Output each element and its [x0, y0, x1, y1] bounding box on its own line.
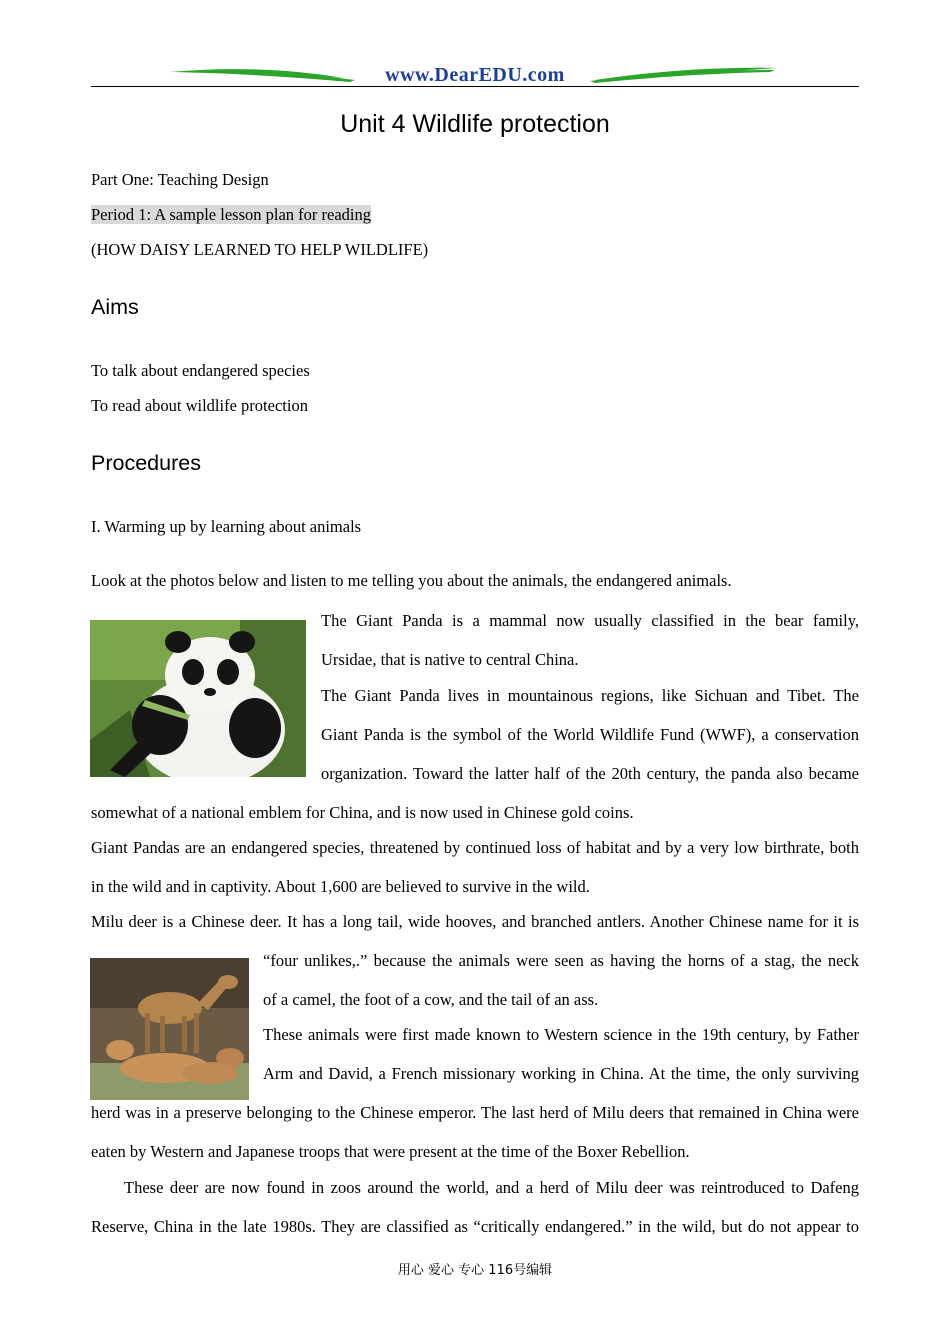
header-rule: [91, 86, 859, 87]
milu-line-1: Milu deer is a Chinese deer. It has a long tail, wide hooves, and branched antlers. Another Chinese name for it is: [91, 912, 859, 931]
milu-text-wrapped: [263, 941, 859, 1019]
panda-line-1: The Giant Panda is a mammal now usually classified in the bear family,: [321, 611, 859, 630]
panda-line-5: organization. Toward the latter half of the 20th century, the panda also became: [321, 764, 859, 783]
giant-panda-photo: [90, 620, 306, 777]
milu-text-final: [91, 1168, 859, 1246]
lesson-subtitle: (HOW DAISY LEARNED TO HELP WILDLIFE): [91, 240, 429, 259]
milu-line-4: These animals were first made known to Western science in the 19th century, by Father: [263, 1025, 859, 1044]
milu-line-3: of a camel, the foot of a cow, and the tail of an ass.: [263, 990, 599, 1009]
milu-text-intro: [91, 902, 859, 941]
header-site-name[interactable]: www.DearEDU.com: [385, 64, 565, 86]
milu-text-full: [91, 1093, 859, 1171]
procedure-step-1: I. Warming up by learning about animals: [91, 517, 362, 536]
milu-line-9: Reserve, China in the late 1980s. They are classified as “critically endangered.” in the wild, but do not appear to: [91, 1217, 859, 1236]
panda-line-4: Giant Panda is the symbol of the World Wildlife Fund (WWF), a conservation: [321, 725, 859, 744]
procedures-heading: Procedures: [91, 451, 201, 475]
part-heading: Part One: Teaching Design: [91, 170, 269, 189]
milu-line-6: herd was in a preserve belonging to the Chinese emperor. The last herd of Milu deers that remained in China were: [91, 1103, 859, 1122]
document-title: Unit 4 Wildlife protection: [340, 110, 610, 138]
milu-deer-photo: [90, 958, 249, 1100]
milu-line-7: eaten by Western and Japanese troops that were present at the time of the Boxer Rebellion.: [91, 1142, 690, 1161]
panda-text-wrapped: [321, 601, 859, 679]
panda-text-full-2: [91, 828, 859, 906]
milu-line-5: Arm and David, a French missionary working in China. At the time, the only surviving: [263, 1064, 859, 1083]
panda-line-6: somewhat of a national emblem for China, and is now used in Chinese gold coins.: [91, 803, 634, 822]
milu-line-2: “four unlikes,.” because the animals were seen as having the horns of a stag, the neck: [263, 951, 859, 970]
period-heading: [91, 205, 371, 225]
panda-line-3: The Giant Panda lives in mountainous regions, like Sichuan and Tibet. The: [321, 686, 859, 705]
aims-heading: Aims: [91, 295, 139, 319]
panda-text-full: [91, 793, 859, 832]
panda-line-7: Giant Pandas are an endangered species, threatened by continued loss of habitat and by a very low birthrate, both: [91, 838, 859, 857]
aim-item-1: To talk about endangered species: [91, 361, 310, 380]
panda-line-2: Ursidae, that is native to central China.: [321, 650, 579, 669]
procedure-intro: Look at the photos below and listen to me telling you about the animals, the endangered animals.: [91, 571, 732, 590]
period-highlight: Period 1: A sample lesson plan for reading: [91, 205, 371, 224]
page-footer: 用心 爱心 专心 116号编辑: [397, 1263, 553, 1278]
milu-text-wrapped-2: [263, 1015, 859, 1093]
panda-text-wrapped-2: [321, 676, 859, 793]
aim-item-2: To read about wildlife protection: [91, 396, 308, 415]
milu-line-8: These deer are now found in zoos around the world, and a herd of Milu deer was reintroduced to Dafeng: [124, 1178, 859, 1197]
panda-line-8: in the wild and in captivity. About 1,600 are believed to survive in the wild.: [91, 877, 590, 896]
